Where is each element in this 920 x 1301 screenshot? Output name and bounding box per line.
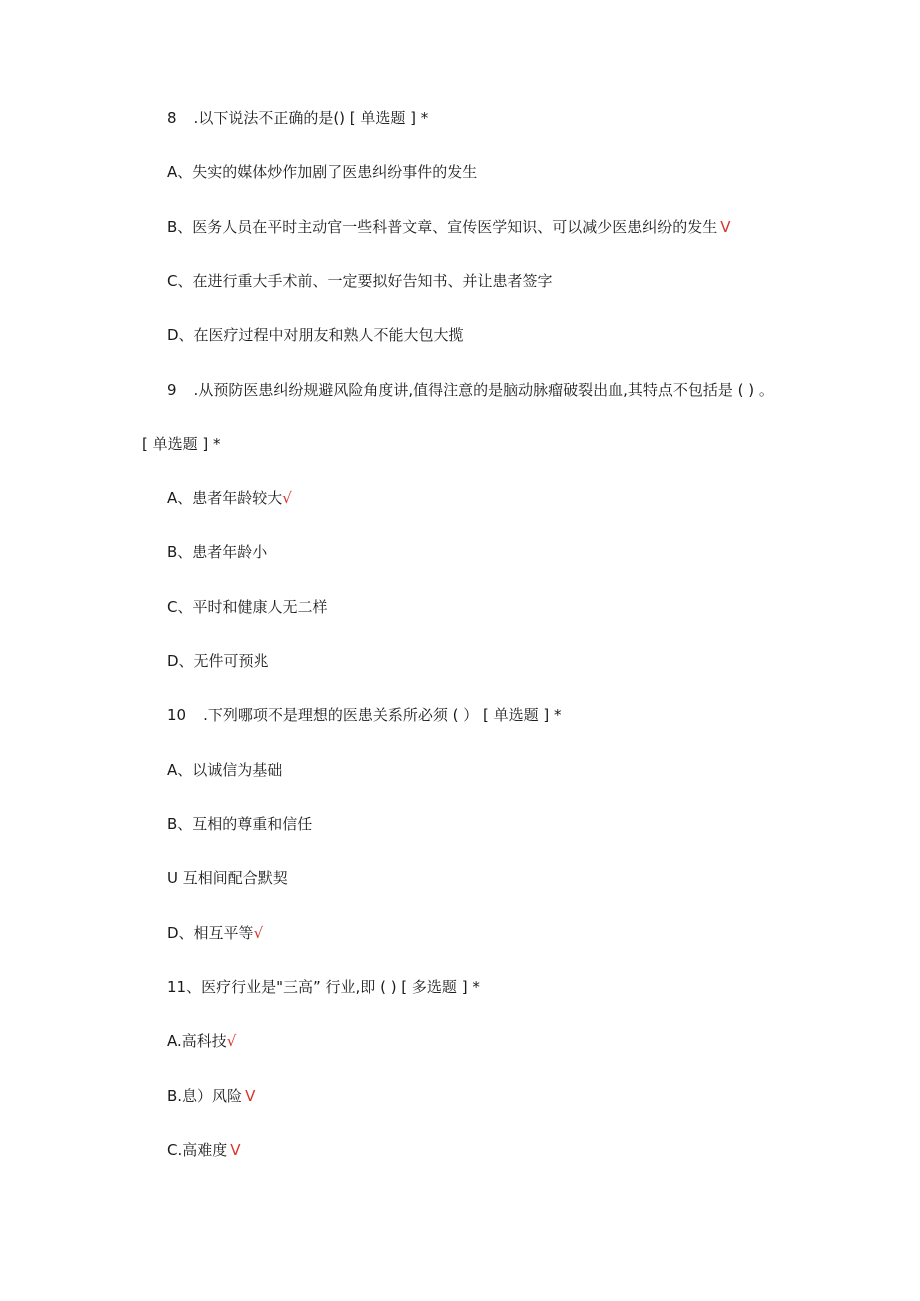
answer-check-mark: √	[282, 489, 292, 507]
option-text: A、患者年龄较大	[167, 489, 283, 507]
answer-check-mark: √	[253, 924, 264, 942]
q10-option-d	[167, 923, 263, 943]
question-8-stem	[167, 108, 428, 128]
q10-option-b	[167, 814, 312, 834]
question-9-type	[142, 434, 221, 454]
question-number: 10	[167, 706, 187, 724]
q9-option-d	[167, 651, 269, 671]
question-text: 、医疗行业是"三高” 行业,即 ( ) [ 多选题 ] *	[186, 978, 480, 996]
option-text: U 互相间配合默契	[167, 869, 288, 887]
option-text: D、在医疗过程中对朋友和熟人不能大包大揽	[167, 326, 464, 344]
option-text: B、互相的尊重和信任	[167, 815, 313, 833]
option-text: D、相互平等	[167, 924, 254, 942]
q11-option-c	[167, 1140, 241, 1160]
q8-option-a	[167, 162, 477, 182]
option-text: A、失实的媒体炒作加剧了医患纠纷事件的发生	[167, 163, 478, 181]
option-text: C.高难度	[167, 1141, 228, 1159]
q8-option-b	[167, 217, 731, 237]
question-9-stem	[167, 380, 774, 400]
question-type-label: [ 单选题 ] *	[142, 435, 221, 453]
question-text: .以下说法不正确的是() [ 单选题 ] *	[193, 109, 429, 127]
q8-option-c	[167, 271, 552, 291]
q10-option-a	[167, 760, 282, 780]
answer-check-mark: V	[245, 1087, 256, 1105]
option-text: C、在进行重大手术前、一定要拟好告知书、并让患者签字	[167, 272, 553, 290]
question-10-stem	[167, 705, 562, 725]
q9-option-a	[167, 488, 292, 508]
question-11-stem	[167, 977, 480, 997]
question-text: .从预防医患纠纷规避风险角度讲,值得注意的是脑动脉瘤破裂出血,其特点不包括是 ( ) 。	[193, 381, 774, 399]
option-text: A.高科技	[167, 1032, 227, 1050]
question-text: .下列哪项不是理想的医患关系所必须 ( ） [ 单选题 ] *	[203, 706, 562, 724]
q11-option-a	[167, 1031, 236, 1051]
q9-option-c	[167, 597, 327, 617]
answer-check-mark: V	[720, 218, 731, 236]
q11-option-b	[167, 1086, 255, 1106]
option-text: B、患者年龄小	[167, 543, 268, 561]
q8-option-d	[167, 325, 464, 345]
option-text: B、医务人员在平时主动官一些科普文章、宣传医学知识、可以减少医患纠纷的发生	[167, 218, 718, 236]
question-number: 8	[167, 109, 177, 127]
question-number: 11	[167, 978, 187, 996]
q10-option-c	[167, 868, 288, 888]
option-text: C、平时和健康人无二样	[167, 598, 328, 616]
q9-option-b	[167, 542, 267, 562]
answer-check-mark: √	[226, 1032, 237, 1050]
answer-check-mark: V	[230, 1141, 241, 1159]
option-text: D、无件可预兆	[167, 652, 269, 670]
question-number: 9	[167, 381, 177, 399]
option-text: A、以诚信为基础	[167, 761, 283, 779]
option-text: B.息）风险	[167, 1087, 243, 1105]
